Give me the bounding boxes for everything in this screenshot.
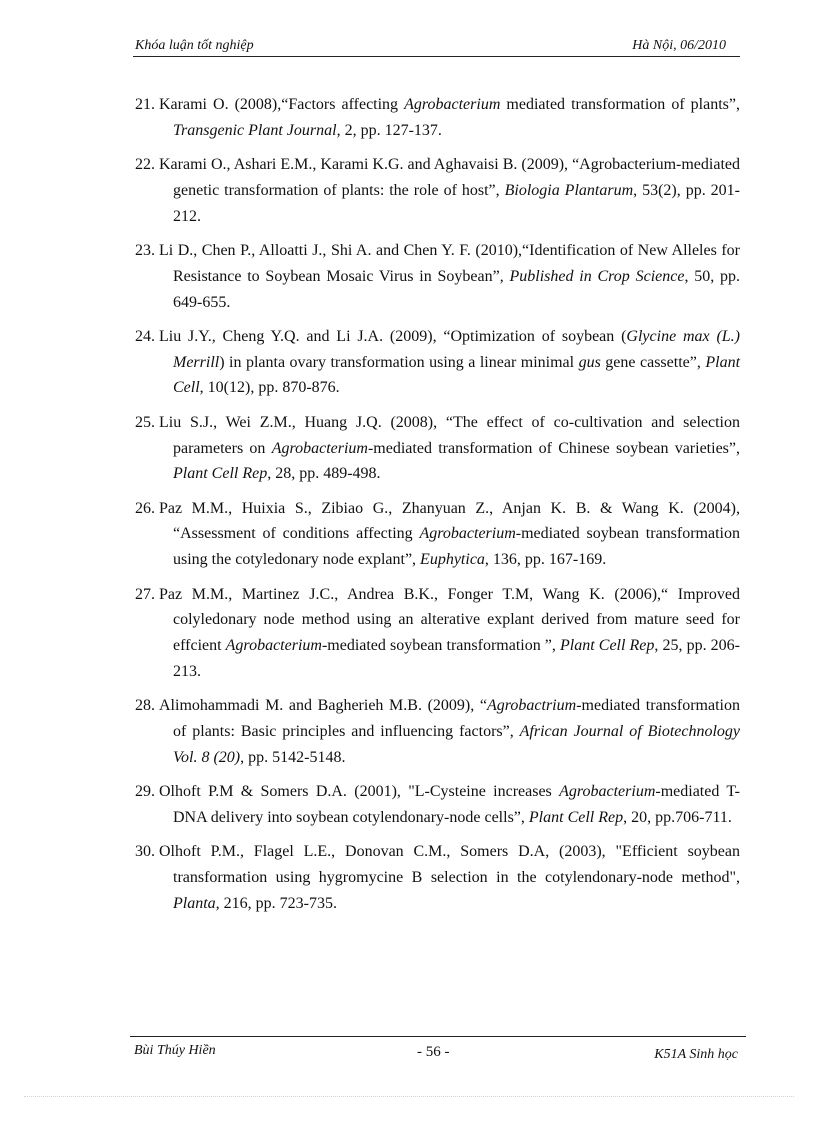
reference-text: ) in planta ovary transformation using a linear minimal: [219, 353, 579, 371]
page-number: - 56 -: [417, 1044, 450, 1060]
reference-text: , 20, pp.706-711.: [623, 808, 732, 826]
reference-item: [135, 693, 740, 770]
reference-text: , 25, pp. 206-213.: [173, 637, 741, 680]
reference-number: 24.: [135, 327, 155, 345]
reference-text: gene cassette”,: [600, 353, 706, 371]
reference-text: -mediated T-DNA delivery into soybean cotylendonary-node cells”,: [173, 783, 740, 826]
reference-italic-text: Agrobacterium: [559, 783, 656, 801]
reference-number: 21.: [135, 96, 155, 113]
reference-number: 28.: [135, 697, 155, 715]
reference-text: Alimohammadi M. and Bagherieh M.B. (2009), “: [159, 697, 487, 715]
page-footer: [130, 1036, 746, 1067]
header-thesis-title: Khóa luận tốt nghiệp: [135, 38, 254, 53]
reference-text: , 2, pp. 127-137.: [336, 121, 442, 139]
reference-text: Karami O., Ashari E.M., Karami K.G. and Aghavaisi B. (2009), “Agrobacterium-mediated genetic transformation of plants: the role of host”,: [159, 156, 740, 199]
reference-item: [135, 324, 740, 401]
reference-number: 26.: [135, 499, 155, 517]
footer-author: Bùi Thúy Hiền: [134, 1043, 216, 1058]
reference-italic-text: Planta,: [173, 894, 220, 912]
reference-text: Paz M.M., Martinez J.C., Andrea B.K., Fonger T.M, Wang K. (2006),“ Improved colyledonary node method using an alterative explant derived from mature seed for effcient: [159, 585, 740, 655]
reference-item: [135, 410, 740, 487]
reference-italic-text: Plant Cell Rep: [173, 465, 268, 483]
reference-italic-text: Agrobacterium: [271, 439, 368, 457]
reference-italic-text: Agrobacterium: [419, 525, 516, 543]
reference-italic-text: Agrobactrium: [487, 697, 577, 715]
reference-italic-text: African Journal of Biotechnology Vol. 8 (20): [173, 723, 741, 766]
reference-text: Olhoft P.M., Flagel L.E., Donovan C.M., Somers D.A, (2003), "Efficient soybean transformation using hygromycine B selection in the cotylendonary-node method",: [159, 843, 740, 887]
reference-number: 30.: [135, 843, 155, 861]
reference-item: [135, 582, 740, 685]
reference-item: [135, 238, 740, 315]
footer-course: K51A Sinh học: [654, 1047, 738, 1062]
header-place-date: Hà Nội, 06/2010: [632, 38, 726, 53]
reference-italic-text: Plant Cell Rep: [560, 637, 655, 655]
reference-italic-text: Transgenic Plant Journal: [173, 121, 337, 139]
reference-item: [135, 839, 740, 916]
reference-item: [135, 92, 740, 144]
reference-text: -mediated transformation of Chinese soybean varieties”,: [367, 439, 740, 457]
reference-italic-text: Agrobacterium: [404, 96, 501, 113]
reference-item: [135, 779, 740, 831]
reference-text: -mediated soybean transformation ”,: [321, 637, 561, 655]
reference-item: [135, 496, 740, 573]
page-header: [133, 36, 740, 57]
reference-text: 216, pp. 723-735.: [219, 894, 337, 912]
reference-text: , 28, pp. 489-498.: [267, 465, 381, 483]
reference-text: -mediated transformation of plants: Basic principles and influencing factors”,: [173, 697, 740, 741]
reference-text: Li D., Chen P., Alloatti J., Shi A. and Chen Y. F. (2010),“Identification of New Alleles for Resistance to Soybean Mosaic Virus in Soybean”,: [159, 241, 740, 285]
reference-italic-text: Plant Cell: [173, 353, 741, 397]
reference-text: Paz M.M., Huixia S., Zibiao G., Zhanyuan Z., Anjan K. B. & Wang K. (2004), “Assessment of conditions affecting: [159, 499, 740, 543]
reference-number: 27.: [135, 585, 155, 603]
reference-item: [135, 152, 740, 229]
reference-number: 23.: [135, 241, 155, 259]
reference-text: Olhoft P.M & Somers D.A. (2001), "L-Cysteine increases: [159, 783, 560, 801]
reference-text: -mediated soybean transformation using the cotyledonary node explant”,: [173, 525, 740, 569]
reference-number: 25.: [135, 413, 155, 431]
reference-text: , 136, pp. 167-169.: [484, 551, 607, 569]
reference-italic-text: Glycine max (L.) Merrill: [173, 327, 740, 371]
reference-text: Liu S.J., Wei Z.M., Huang J.Q. (2008), “The effect of co-cultivation and selection parameters on: [159, 413, 740, 457]
page-edge-divider: [24, 1096, 794, 1097]
reference-text: , 53(2), pp. 201-212.: [173, 181, 741, 225]
reference-list: [135, 92, 740, 925]
reference-italic-text: Agrobacterium: [225, 637, 322, 655]
reference-text: , 50, pp. 649-655.: [173, 267, 740, 311]
reference-italic-text: Biologia Plantarum: [504, 181, 634, 199]
reference-italic-text: gus: [578, 353, 601, 371]
reference-italic-text: Published in Crop Science: [509, 267, 685, 285]
reference-italic-text: Euphytica: [420, 551, 485, 569]
reference-number: 22.: [135, 156, 155, 174]
reference-text: , 10(12), pp. 870-876.: [199, 379, 340, 397]
reference-text: , pp. 5142-5148.: [240, 748, 346, 766]
reference-text: Karami O. (2008),“Factors affecting: [159, 96, 405, 113]
reference-text: Liu J.Y., Cheng Y.Q. and Li J.A. (2009), “Optimization of soybean (: [159, 327, 627, 345]
reference-text: mediated transformation of plants”,: [500, 96, 740, 113]
reference-number: 29.: [135, 783, 155, 801]
reference-italic-text: Plant Cell Rep: [528, 808, 624, 826]
